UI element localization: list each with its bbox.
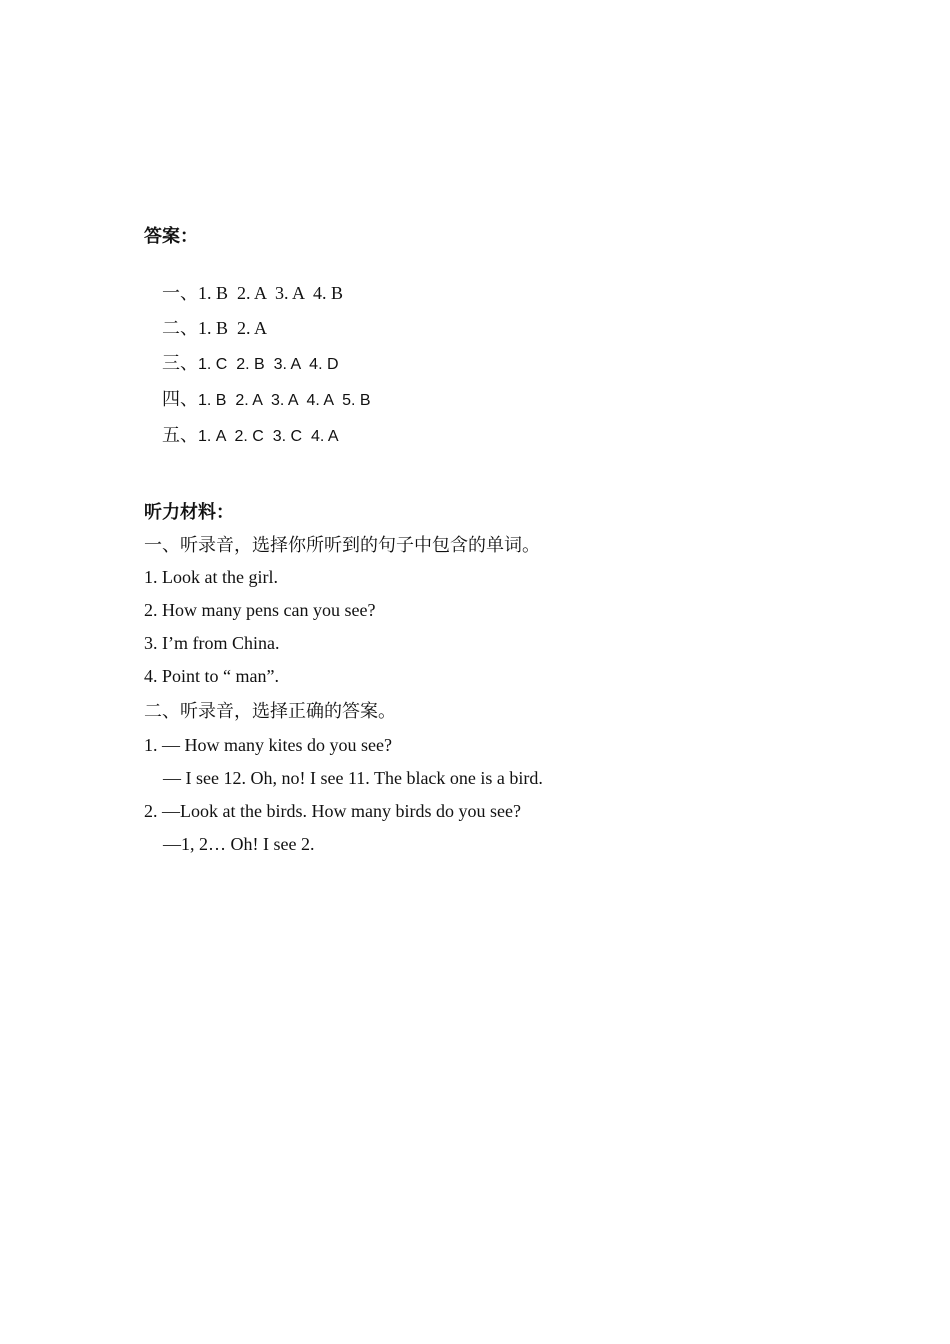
dialogue-question: 1. — How many kites do you see?	[144, 735, 392, 755]
section2-title: 二、听录音，选择正确的答案。	[144, 701, 396, 721]
dialogue-answer: —1, 2… Oh! I see 2.	[163, 834, 315, 854]
dialogue-question: 2. —Look at the birds. How many birds do you see?	[144, 801, 521, 821]
listening-item: 4. Point to “ man”.	[144, 666, 279, 686]
answer-row-text: 1. A 2. C 3. C 4. A	[198, 428, 339, 445]
answer-row-prefix: 一、	[162, 283, 198, 303]
answers-heading: 答案：	[144, 226, 198, 246]
answer-row-text: 1. C 2. B 3. A 4. D	[198, 356, 339, 373]
listening-item: 1. Look at the girl.	[144, 567, 278, 587]
answer-row	[144, 399, 339, 473]
section1-title: 一、听录音，选择你所听到的句子中包含的单词。	[144, 535, 540, 555]
answer-row-text: 1. B 2. A	[198, 318, 268, 338]
answer-row-prefix: 四、	[162, 389, 198, 409]
dialogue-answer: — I see 12. Oh, no! I see 11. The black one is a bird.	[163, 768, 543, 788]
listening-item: 2. How many pens can you see?	[144, 600, 376, 620]
listening-heading: 听力材料：	[144, 502, 234, 522]
answer-row-text: 1. B 2. A 3. A 4. B	[198, 283, 344, 303]
listening-item: 3. I’m from China.	[144, 633, 280, 653]
answer-row-prefix: 五、	[162, 425, 198, 445]
answer-row-text: 1. B 2. A 3. A 4. A 5. B	[198, 392, 371, 409]
answer-row-prefix: 三、	[162, 353, 198, 373]
answer-row-prefix: 二、	[162, 318, 198, 338]
